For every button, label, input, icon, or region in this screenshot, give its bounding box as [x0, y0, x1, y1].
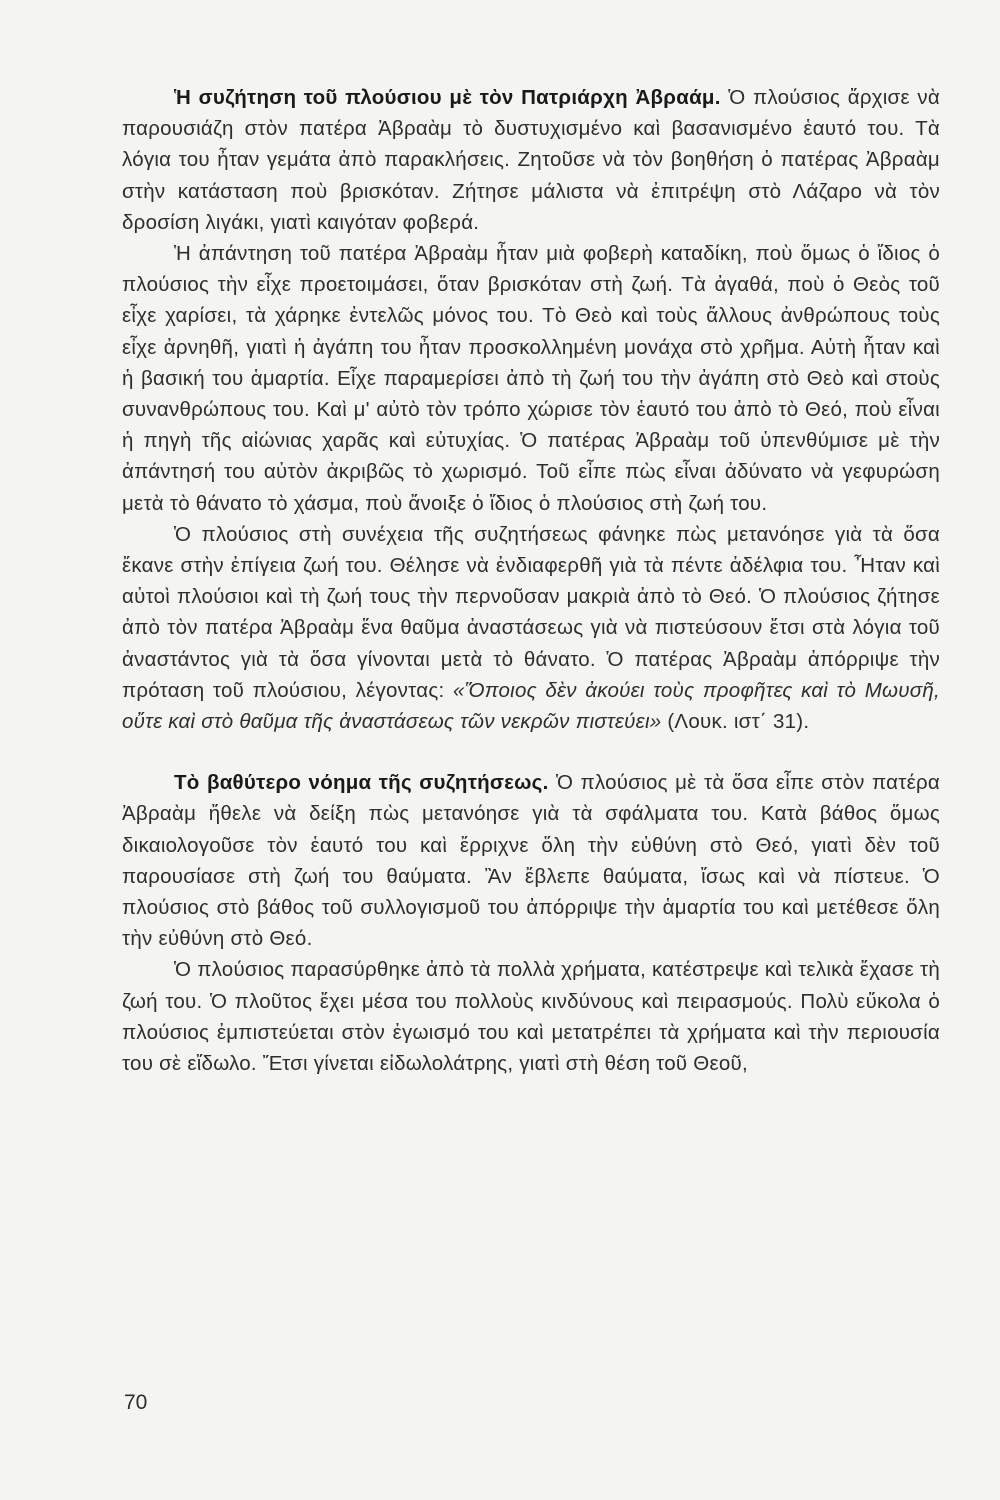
- section1-paragraph-3: [122, 519, 940, 737]
- section1-paragraph-1: [122, 82, 940, 238]
- section1-heading: Ἡ συζήτηση τοῦ πλούσιου μὲ τὸν Πατριάρχη Ἀβραάμ.: [174, 86, 721, 109]
- section2-paragraph-2: Ὁ πλούσιος παρασύρθηκε ἀπὸ τὰ πολλὰ χρήματα, κατέστρεψε καὶ τελικὰ ἔχασε τὴ ζωή του. Ὁ πλοῦτος ἔχει μέσα του πολλοὺς κινδύνους καὶ πειρασμούς. Πολὺ εὔκολα ὁ πλούσιος ἐμπιστεύεται στὸν ἐγωισμό του καὶ μετατρέπει τὰ χρήματα καὶ τὴν περιουσία του σὲ εἴδωλο. Ἔτσι γίνεται εἰδωλολάτρης, γιατὶ στὴ θέση τοῦ Θεοῦ,: [122, 958, 940, 1076]
- section-gap: [122, 737, 940, 767]
- section2-heading: Τὸ βαθύτερο νόημα τῆς συζητήσεως.: [174, 771, 549, 795]
- section2-paragraph-1: [122, 767, 940, 954]
- section1-p1-text: Ὁ πλούσιος ἄρχισε νὰ παρουσιάζη στὸν πατέρα Ἀβραὰμ τὸ δυστυχισμένο καὶ βασανισμένο ἑαυτό του. Τὰ λόγια του ἦταν γεμάτα ἀπὸ παρακλήσεις. Ζητοῦσε νὰ τὸν βοηθήση ὁ πατέρας Ἀβραὰμ στὴν κατάσταση ποὺ βρισκόταν. Ζήτησε μάλιστα νὰ ἐπιτρέψη στὸ Λάζαρο νὰ τὸν δροσίση λιγάκι, γιατὶ καιγόταν φοβερά.: [122, 86, 940, 234]
- section1-p3-quote: «Ὅποιος δὲν ἀκούει τοὺς προφῆτες καὶ τὸ Μωυσῆ, οὔτε καὶ στὸ θαῦμα τῆς ἀναστάσεως τῶν νεκρῶν πιστεύει»: [122, 678, 940, 734]
- page-body: [122, 82, 940, 1079]
- section1-p3-text: Ὁ πλούσιος στὴ συνέχεια τῆς συζητήσεως φάνηκε πὼς μετανόησε γιὰ τὰ ὅσα ἔκανε στὴν ἐπίγεια ζωή του. Θέλησε νὰ ἐνδιαφερθῆ γιὰ τὰ πέντε ἀδέλφια του. Ἦταν καὶ αὐτοὶ πλούσιοι καὶ τὴ ζωή τους τὴν περνοῦσαν μακριὰ ἀπὸ τὸ Θεό. Ὁ πλούσιος ζήτησε ἀπὸ τὸν πατέρα Ἀβραὰμ ἕνα θαῦμα ἀναστάσεως γιὰ νὰ πιστεύσουν ἔτσι στὰ λόγια τοῦ ἀναστάντος γιὰ τὰ ὅσα γίνονται μετὰ τὸ θάνατο. Ὁ πατέρας Ἀβραὰμ ἀπόρριψε τὴν πρόταση τοῦ πλούσιου, λέγοντας:: [122, 522, 940, 702]
- section2-p1-text: Ὁ πλούσιος μὲ τὰ ὅσα εἶπε στὸν πατέρα Ἀβραὰμ ἤθελε νὰ δείξη πὼς μετανόησε γιὰ τὰ σφάλματα του. Κατὰ βάθος ὅμως δικαιολογοῦσε τὸν ἑαυτό του καὶ ἔρριχνε ὅλη τὴν εὐθύνη στὸ Θεό, γιατὶ δὲν τοῦ παρουσίασε στὴ ζωή του θαύματα. Ἂν ἔβλεπε θαύματα, ἴσως καὶ νὰ πίστευε. Ὁ πλούσιος στὸ βάθος τοῦ συλλογισμοῦ του ἀπόρριψε τὴν ἁμαρτία του καὶ μετέθεσε ὅλη τὴν εὐθύνη στὸ Θεό.: [122, 771, 940, 951]
- section1-paragraph-2: Ἡ ἀπάντηση τοῦ πατέρα Ἀβραὰμ ἦταν μιὰ φοβερὴ καταδίκη, ποὺ ὅμως ὁ ἴδιος ὁ πλούσιος τὴν εἶχε προετοιμάσει, ὅταν βρισκόταν στὴ ζωή. Τὰ ἀγαθά, ποὺ ὁ Θεὸς τοῦ εἶχε χαρίσει, τὰ χάρηκε ἐντελῶς μόνος του. Τὸ Θεὸ καὶ τοὺς ἄλλους ἀνθρώπους τοὺς εἶχε ἀρνηθῆ, γιατὶ ἡ ἀγάπη του ἦταν προσκολλημένη μονάχα στὸ χρῆμα. Αὐτὴ ἦταν καὶ ἡ βασική του ἁμαρτία. Εἶχε παραμερίσει ἀπὸ τὴ ζωή του τὴν ἀγάπη στὸ Θεὸ καὶ στοὺς συνανθρώπους του. Καὶ μ' αὐτὸ τὸν τρόπο χώρισε τὸν ἑαυτό του ἀπὸ τὸ Θεό, ποὺ εἶναι ἡ πηγὴ τῆς αἰώνιας χαρᾶς καὶ εὐτυχίας. Ὁ πατέρας Ἀβραὰμ τοῦ ὑπενθύμισε μὲ τὴν ἀπάντησή του αὐτὸν ἀκριβῶς τὸ χωρισμό. Τοῦ εἶπε πὼς εἶναι ἀδύνατο νὰ γεφυρώση μετὰ τὸ θάνατο τὸ χάσμα, ποὺ ἄνοιξε ὁ ἴδιος ὁ πλούσιος στὴ ζωή του.: [122, 242, 940, 515]
- page-number: 70: [124, 1391, 148, 1414]
- section1-p3-reference: (Λουκ. ιστ΄ 31).: [661, 710, 810, 734]
